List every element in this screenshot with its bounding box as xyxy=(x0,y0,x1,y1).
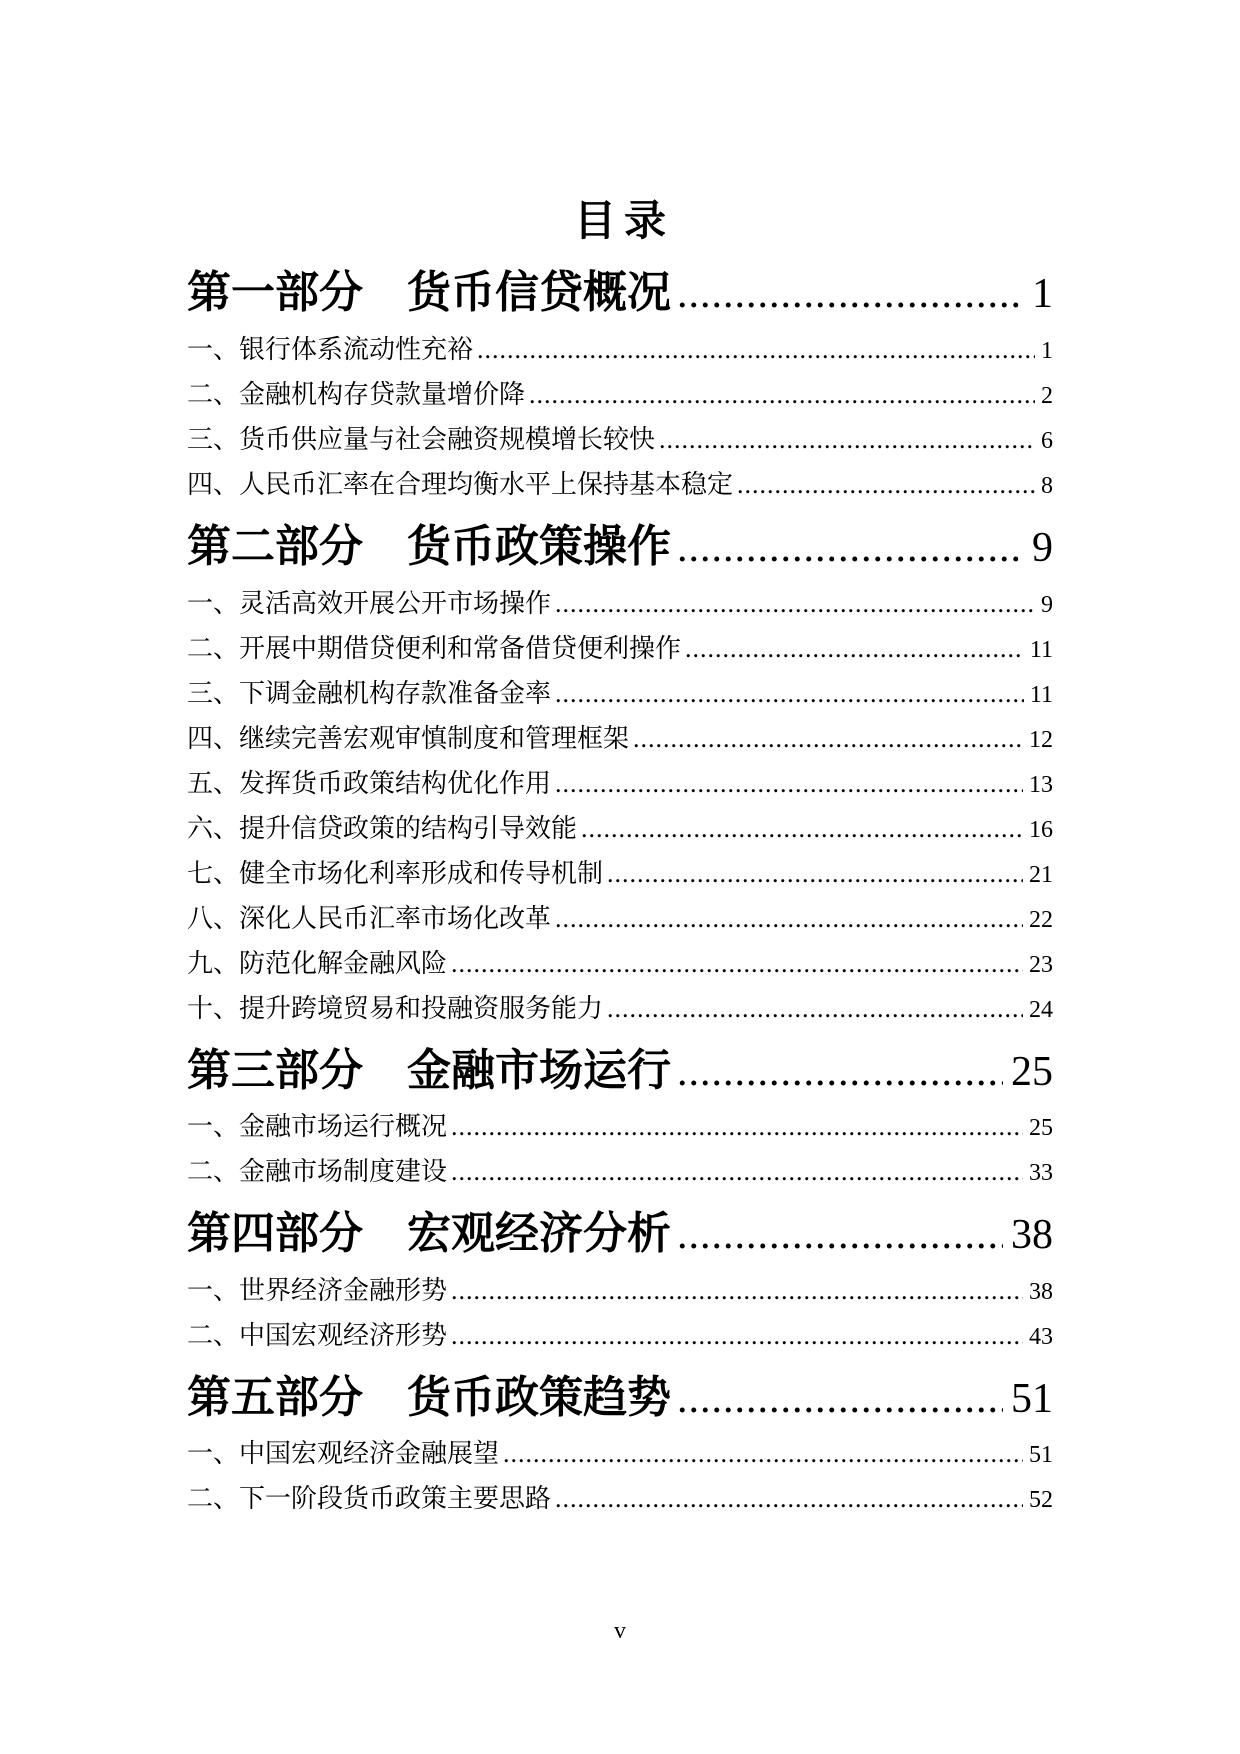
toc-item-row[interactable] xyxy=(187,762,1053,807)
dot-leader xyxy=(555,1477,1023,1520)
dot-leader xyxy=(529,373,1035,416)
dot-leader xyxy=(737,463,1035,506)
toc-title: 目录 xyxy=(573,197,674,244)
toc-list xyxy=(187,268,1053,1522)
toc-page-number: 2 xyxy=(1041,382,1053,409)
footer-page-number: v xyxy=(614,1618,626,1644)
dot-leader xyxy=(685,627,1024,670)
toc-item-title: 八、深化人民币汇率市场化改革 xyxy=(187,903,552,933)
toc-page-number: 12 xyxy=(1029,726,1053,753)
dot-leader xyxy=(677,1375,1003,1423)
toc-item-title: 一、灵活高效开展公开市场操作 xyxy=(187,588,552,618)
dot-leader xyxy=(581,807,1023,850)
toc-page-number: 11 xyxy=(1029,681,1053,708)
toc-item-row[interactable] xyxy=(187,1477,1053,1522)
toc-item-title: 一、世界经济金融形势 xyxy=(187,1275,448,1305)
toc-item-title: 五、发挥货币政策结构优化作用 xyxy=(187,768,552,798)
toc-item-title: 四、人民币汇率在合理均衡水平上保持基本稳定 xyxy=(187,469,734,499)
dot-leader xyxy=(555,762,1023,805)
toc-item-title: 六、提升信贷政策的结构引导效能 xyxy=(187,813,578,843)
toc-page-number: 24 xyxy=(1029,996,1053,1023)
toc-item-title: 二、下一阶段货币政策主要思路 xyxy=(187,1484,552,1514)
dot-leader xyxy=(451,942,1023,985)
toc-item-row[interactable] xyxy=(187,328,1053,373)
toc-part-row[interactable] xyxy=(187,268,1053,319)
toc-item-title: 一、银行体系流动性充裕 xyxy=(187,334,474,364)
toc-item-row[interactable] xyxy=(187,852,1053,897)
toc-page-number: 21 xyxy=(1029,861,1053,888)
toc-page-number: 16 xyxy=(1029,816,1053,843)
toc-item-row[interactable] xyxy=(187,418,1053,463)
dot-leader xyxy=(555,897,1023,940)
toc-item-title: 二、开展中期借贷便利和常备借贷便利操作 xyxy=(187,633,682,663)
toc-page-number: 22 xyxy=(1029,906,1053,933)
toc-page-number: 9 xyxy=(1041,591,1053,618)
toc-item-row[interactable] xyxy=(187,942,1053,987)
toc-item-title: 二、金融机构存贷款量增价降 xyxy=(187,379,526,409)
toc-part-number: 第二部分 xyxy=(187,521,363,571)
dot-leader xyxy=(451,1269,1023,1312)
toc-part-number: 第三部分 xyxy=(187,1045,363,1095)
dot-leader xyxy=(659,418,1035,461)
toc-page-number: 23 xyxy=(1029,951,1053,978)
toc-page-number: 11 xyxy=(1029,636,1053,663)
dot-leader xyxy=(555,672,1024,715)
toc-part-number: 第一部分 xyxy=(187,268,363,318)
dot-leader xyxy=(677,270,1024,318)
dot-leader xyxy=(633,717,1023,760)
toc-item-row[interactable] xyxy=(187,807,1053,852)
toc-page-number: 33 xyxy=(1029,1160,1053,1187)
toc-part-title: 货币信贷概况 xyxy=(407,268,671,318)
toc-page-number: 51 xyxy=(1011,1375,1053,1422)
toc-item-title: 四、继续完善宏观审慎制度和管理框架 xyxy=(187,723,630,753)
toc-item-title: 二、金融市场制度建设 xyxy=(187,1157,448,1187)
toc-page-number: 8 xyxy=(1041,472,1053,499)
toc-part-row[interactable] xyxy=(187,1209,1053,1260)
toc-item-row[interactable] xyxy=(187,582,1053,627)
toc-part-row[interactable] xyxy=(187,522,1053,573)
toc-part-row[interactable] xyxy=(187,1046,1053,1097)
toc-page-number: 25 xyxy=(1029,1115,1053,1142)
dot-leader xyxy=(477,328,1035,371)
toc-page-number: 1 xyxy=(1032,271,1053,318)
toc-item-row[interactable] xyxy=(187,987,1053,1032)
toc-item-row[interactable] xyxy=(187,1269,1053,1314)
toc-item-title: 七、健全市场化利率形成和传导机制 xyxy=(187,858,604,888)
toc-item-row[interactable] xyxy=(187,1150,1053,1195)
toc-part-title: 货币政策趋势 xyxy=(407,1372,671,1422)
toc-item-row[interactable] xyxy=(187,627,1053,672)
toc-part-number: 第四部分 xyxy=(187,1209,363,1259)
toc-item-title: 九、防范化解金融风险 xyxy=(187,948,448,978)
toc-item-row[interactable] xyxy=(187,717,1053,762)
toc-item-title: 三、下调金融机构存款准备金率 xyxy=(187,678,552,708)
dot-leader xyxy=(451,1105,1023,1148)
toc-page-number: 38 xyxy=(1029,1278,1053,1305)
toc-page-number: 1 xyxy=(1041,337,1053,364)
dot-leader xyxy=(677,524,1024,572)
toc-item-row[interactable] xyxy=(187,1105,1053,1150)
toc-item-title: 一、金融市场运行概况 xyxy=(187,1112,448,1142)
toc-item-title: 三、货币供应量与社会融资规模增长较快 xyxy=(187,424,656,454)
toc-item-row[interactable] xyxy=(187,1314,1053,1359)
toc-part-title: 金融市场运行 xyxy=(407,1045,671,1095)
toc-page-number: 51 xyxy=(1029,1442,1053,1469)
dot-leader xyxy=(607,987,1023,1030)
toc-page-number: 6 xyxy=(1041,427,1053,454)
dot-leader xyxy=(451,1314,1023,1357)
dot-leader xyxy=(555,582,1035,625)
toc-part-title: 宏观经济分析 xyxy=(407,1209,671,1259)
toc-item-row[interactable] xyxy=(187,463,1053,508)
dot-leader xyxy=(677,1048,1003,1096)
toc-page-number: 25 xyxy=(1011,1048,1053,1095)
toc-item-row[interactable] xyxy=(187,897,1053,942)
toc-item-row[interactable] xyxy=(187,672,1053,717)
toc-part-row[interactable] xyxy=(187,1373,1053,1424)
dot-leader xyxy=(451,1150,1023,1193)
toc-page-number: 52 xyxy=(1029,1487,1053,1514)
dot-leader xyxy=(503,1432,1023,1475)
toc-item-row[interactable] xyxy=(187,373,1053,418)
toc-page-number: 9 xyxy=(1032,524,1053,571)
toc-item-title: 一、中国宏观经济金融展望 xyxy=(187,1439,500,1469)
toc-part-number: 第五部分 xyxy=(187,1372,363,1422)
toc-page-number: 43 xyxy=(1029,1323,1053,1350)
toc-page-number: 13 xyxy=(1029,771,1053,798)
dot-leader xyxy=(607,852,1023,895)
toc-item-row[interactable] xyxy=(187,1432,1053,1477)
toc-item-title: 十、提升跨境贸易和投融资服务能力 xyxy=(187,993,604,1023)
toc-page-number: 38 xyxy=(1011,1212,1053,1259)
toc-part-title: 货币政策操作 xyxy=(407,521,671,571)
toc-item-title: 二、中国宏观经济形势 xyxy=(187,1320,448,1350)
toc-content xyxy=(0,196,1240,1522)
dot-leader xyxy=(677,1211,1003,1259)
